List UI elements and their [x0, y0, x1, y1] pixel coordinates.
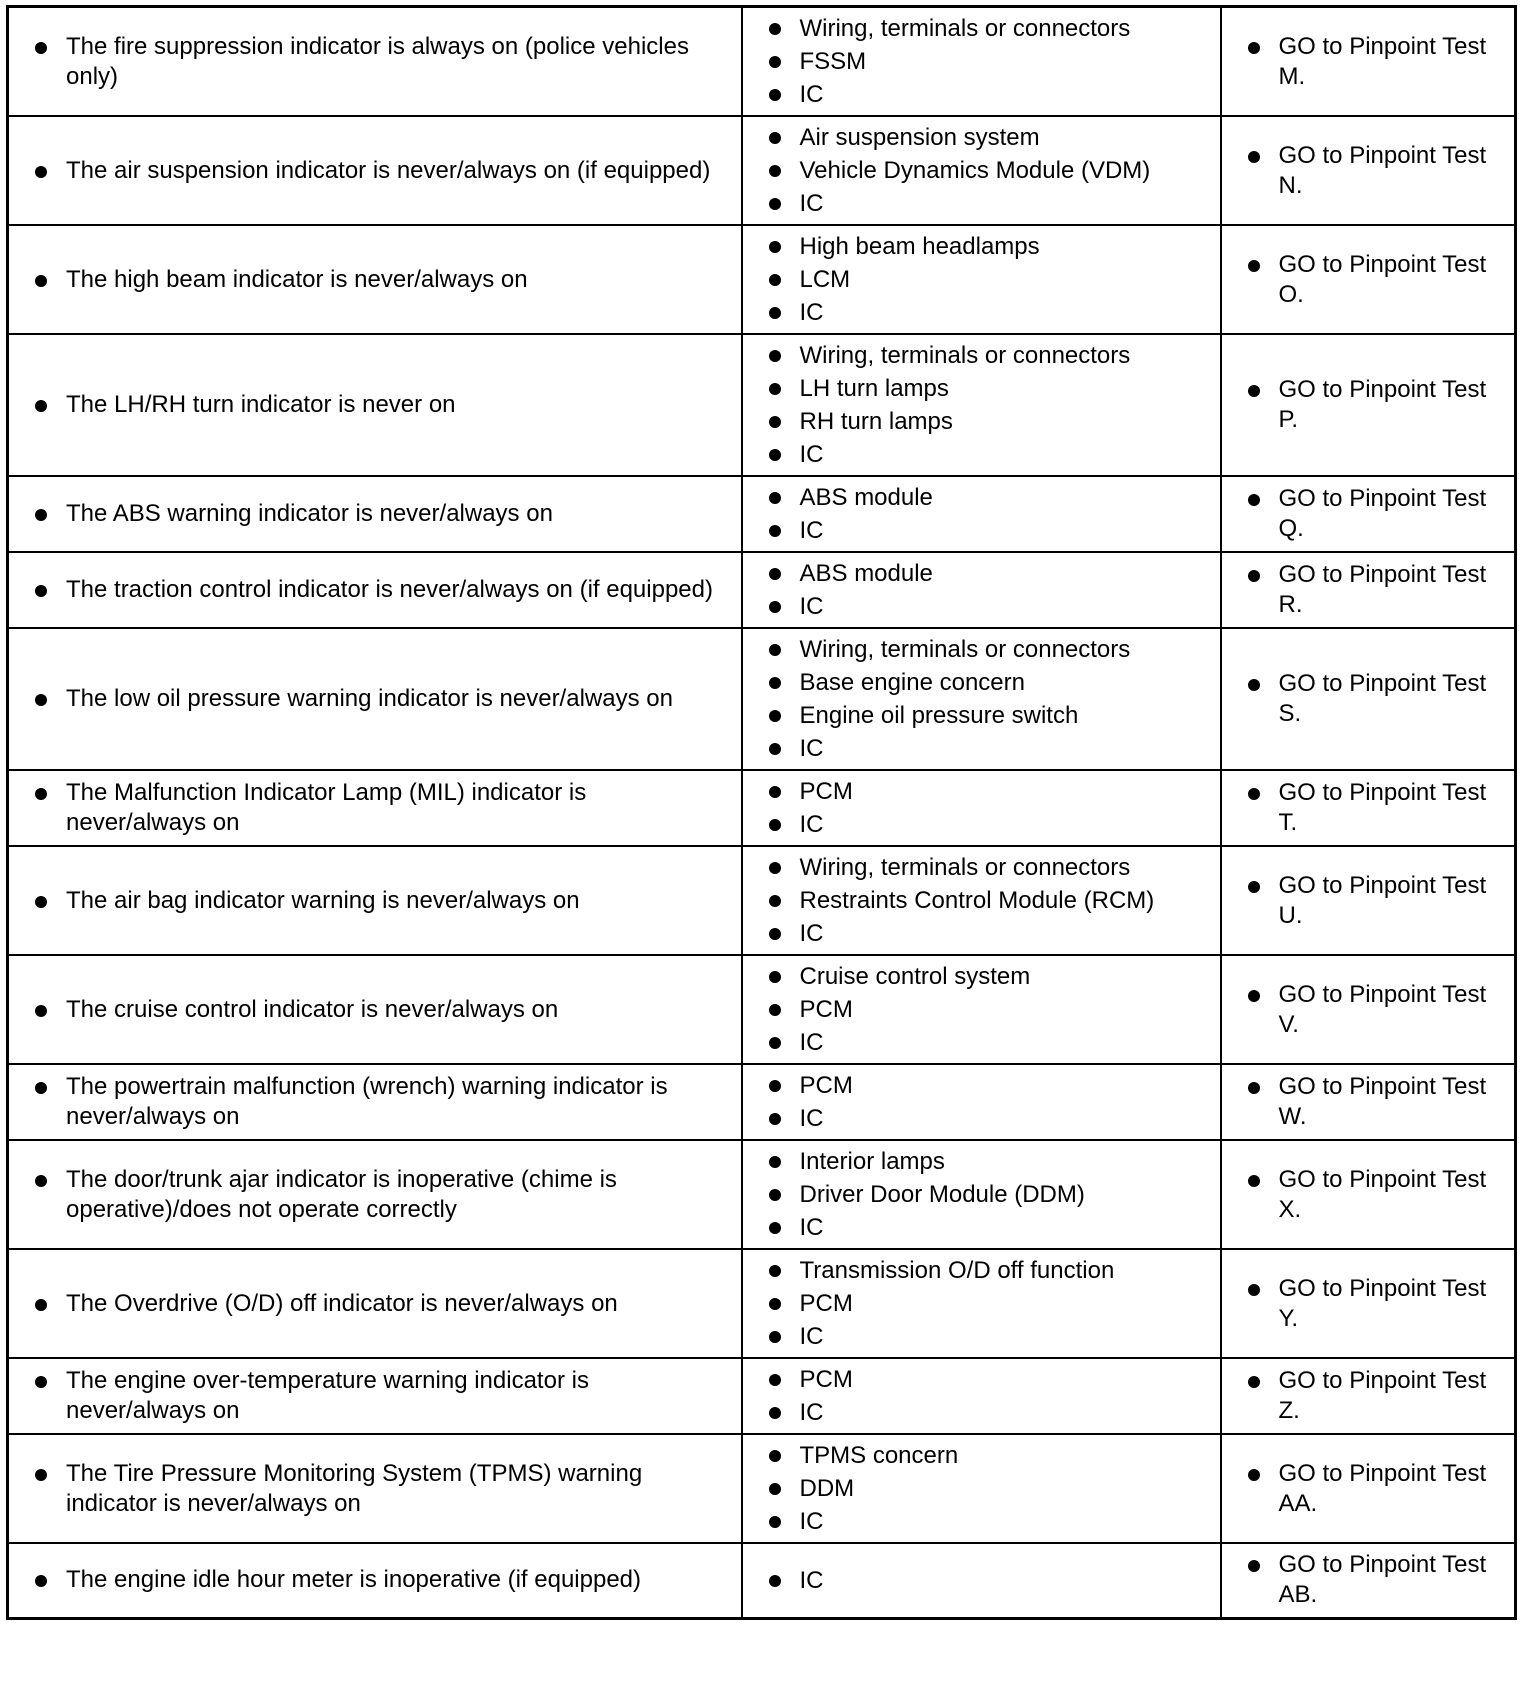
possible-source-list — [743, 1065, 1220, 1139]
table-row — [8, 7, 1516, 117]
symptom-text: The low oil pressure warning indicator is never/always on — [66, 684, 721, 714]
symptom-list — [9, 772, 741, 844]
possible-source-cell — [742, 770, 1221, 846]
possible-source-item: ABS module — [800, 481, 1208, 514]
action-cell — [1221, 1064, 1516, 1140]
possible-source-item: LH turn lamps — [800, 372, 1208, 405]
symptom-list — [9, 1159, 741, 1231]
possible-source-list — [743, 1435, 1220, 1542]
pinpoint-test-action: GO to Pinpoint Test O. — [1279, 250, 1507, 310]
symptom-cell — [8, 770, 742, 846]
possible-source-item: IC — [800, 438, 1208, 471]
possible-source-list — [743, 629, 1220, 769]
possible-source-item: IC — [800, 1211, 1208, 1244]
possible-source-list — [743, 771, 1220, 845]
possible-source-item: Engine oil pressure switch — [800, 699, 1208, 732]
possible-source-item: Cruise control system — [800, 960, 1208, 993]
action-cell — [1221, 1249, 1516, 1358]
possible-source-item: IC — [800, 1320, 1208, 1353]
symptom-text: The ABS warning indicator is never/always on — [66, 499, 721, 529]
possible-source-cell — [742, 1434, 1221, 1543]
possible-source-list — [743, 226, 1220, 333]
possible-source-item: LCM — [800, 263, 1208, 296]
possible-source-list — [743, 477, 1220, 551]
possible-source-cell — [742, 1064, 1221, 1140]
possible-source-list — [743, 553, 1220, 627]
possible-source-item: Driver Door Module (DDM) — [800, 1178, 1208, 1211]
symptom-cell — [8, 846, 742, 955]
action-list — [1222, 369, 1515, 441]
symptom-text: The Malfunction Indicator Lamp (MIL) indicator is never/always on — [66, 778, 721, 838]
pinpoint-test-action: GO to Pinpoint Test M. — [1279, 32, 1507, 92]
action-list — [1222, 1268, 1515, 1340]
possible-source-cell — [742, 846, 1221, 955]
symptom-text: The fire suppression indicator is always on (police vehicles only) — [66, 32, 721, 92]
possible-source-item: Vehicle Dynamics Module (VDM) — [800, 154, 1208, 187]
table-row — [8, 1358, 1516, 1434]
possible-source-item: IC — [800, 808, 1208, 841]
possible-source-list — [743, 117, 1220, 224]
table-row — [8, 846, 1516, 955]
possible-source-cell — [742, 1543, 1221, 1618]
symptom-text: The Tire Pressure Monitoring System (TPMS) warning indicator is never/always on — [66, 1459, 721, 1519]
possible-source-item: Restraints Control Module (RCM) — [800, 884, 1208, 917]
symptom-list — [9, 384, 741, 426]
action-list — [1222, 1360, 1515, 1432]
possible-source-cell — [742, 1140, 1221, 1249]
symptom-cell — [8, 7, 742, 117]
pinpoint-test-action: GO to Pinpoint Test Y. — [1279, 1274, 1507, 1334]
symptom-cell — [8, 1434, 742, 1543]
action-list — [1222, 244, 1515, 316]
possible-source-list — [743, 335, 1220, 475]
possible-source-item: TPMS concern — [800, 1439, 1208, 1472]
action-list — [1222, 663, 1515, 735]
action-cell — [1221, 1358, 1516, 1434]
symptom-list — [9, 1360, 741, 1432]
pinpoint-test-action: GO to Pinpoint Test U. — [1279, 871, 1507, 931]
possible-source-item: IC — [800, 296, 1208, 329]
possible-source-cell — [742, 225, 1221, 334]
symptom-list — [9, 150, 741, 192]
table-row — [8, 552, 1516, 628]
symptom-list — [9, 259, 741, 301]
possible-source-item: IC — [800, 917, 1208, 950]
possible-source-cell — [742, 1249, 1221, 1358]
possible-source-item: IC — [800, 187, 1208, 220]
table-row — [8, 476, 1516, 552]
action-list — [1222, 135, 1515, 207]
possible-source-list — [743, 1359, 1220, 1433]
action-cell — [1221, 1543, 1516, 1618]
possible-source-item: IC — [800, 514, 1208, 547]
possible-source-item: High beam headlamps — [800, 230, 1208, 263]
action-cell — [1221, 334, 1516, 476]
action-cell — [1221, 116, 1516, 225]
action-cell — [1221, 1140, 1516, 1249]
table-row — [8, 770, 1516, 846]
symptom-list — [9, 1066, 741, 1138]
table-row — [8, 1064, 1516, 1140]
symptom-list — [9, 26, 741, 98]
table-row — [8, 1249, 1516, 1358]
pinpoint-test-action: GO to Pinpoint Test P. — [1279, 375, 1507, 435]
possible-source-item: IC — [800, 1102, 1208, 1135]
action-list — [1222, 772, 1515, 844]
symptom-cell — [8, 116, 742, 225]
symptom-list — [9, 1453, 741, 1525]
possible-source-list — [743, 1141, 1220, 1248]
possible-source-item: FSSM — [800, 45, 1208, 78]
possible-source-item: IC — [800, 590, 1208, 623]
symptom-list — [9, 678, 741, 720]
possible-source-item: Transmission O/D off function — [800, 1254, 1208, 1287]
pinpoint-test-action: GO to Pinpoint Test R. — [1279, 560, 1507, 620]
possible-source-item: DDM — [800, 1472, 1208, 1505]
action-cell — [1221, 225, 1516, 334]
pinpoint-test-action: GO to Pinpoint Test Z. — [1279, 1366, 1507, 1426]
possible-source-item: PCM — [800, 775, 1208, 808]
possible-source-item: PCM — [800, 1069, 1208, 1102]
possible-source-item: IC — [800, 1396, 1208, 1429]
pinpoint-test-action: GO to Pinpoint Test X. — [1279, 1165, 1507, 1225]
table-row — [8, 1543, 1516, 1618]
symptom-cell — [8, 225, 742, 334]
symptom-table — [6, 5, 1517, 1620]
symptom-cell — [8, 1249, 742, 1358]
possible-source-list — [743, 8, 1220, 115]
pinpoint-test-action: GO to Pinpoint Test AB. — [1279, 1550, 1507, 1610]
possible-source-item: Wiring, terminals or connectors — [800, 851, 1208, 884]
action-list — [1222, 865, 1515, 937]
symptom-text: The door/trunk ajar indicator is inoperative (chime is operative)/does not operate correctly — [66, 1165, 721, 1225]
symptom-cell — [8, 1543, 742, 1618]
action-list — [1222, 1066, 1515, 1138]
symptom-text: The traction control indicator is never/always on (if equipped) — [66, 575, 721, 605]
table-row — [8, 334, 1516, 476]
symptom-list — [9, 880, 741, 922]
symptom-text: The air bag indicator warning is never/always on — [66, 886, 721, 916]
possible-source-cell — [742, 1358, 1221, 1434]
symptom-chart — [6, 5, 1514, 1620]
symptom-text: The LH/RH turn indicator is never on — [66, 390, 721, 420]
possible-source-item: Wiring, terminals or connectors — [800, 339, 1208, 372]
pinpoint-test-action: GO to Pinpoint Test T. — [1279, 778, 1507, 838]
symptom-text: The Overdrive (O/D) off indicator is never/always on — [66, 1289, 721, 1319]
symptom-cell — [8, 1140, 742, 1249]
action-cell — [1221, 846, 1516, 955]
possible-source-cell — [742, 7, 1221, 117]
symptom-text: The air suspension indicator is never/always on (if equipped) — [66, 156, 721, 186]
possible-source-list — [743, 1250, 1220, 1357]
action-cell — [1221, 7, 1516, 117]
possible-source-item: IC — [800, 1564, 1208, 1597]
symptom-text: The powertrain malfunction (wrench) warning indicator is never/always on — [66, 1072, 721, 1132]
possible-source-cell — [742, 116, 1221, 225]
possible-source-item: IC — [800, 732, 1208, 765]
pinpoint-test-action: GO to Pinpoint Test V. — [1279, 980, 1507, 1040]
possible-source-cell — [742, 552, 1221, 628]
possible-source-item: Wiring, terminals or connectors — [800, 633, 1208, 666]
possible-source-cell — [742, 334, 1221, 476]
action-cell — [1221, 476, 1516, 552]
symptom-cell — [8, 628, 742, 770]
symptom-text: The high beam indicator is never/always on — [66, 265, 721, 295]
possible-source-item: IC — [800, 1505, 1208, 1538]
symptom-cell — [8, 476, 742, 552]
symptom-list — [9, 1559, 741, 1601]
possible-source-item: PCM — [800, 1287, 1208, 1320]
table-row — [8, 225, 1516, 334]
possible-source-item: RH turn lamps — [800, 405, 1208, 438]
possible-source-item: Air suspension system — [800, 121, 1208, 154]
symptom-cell — [8, 1064, 742, 1140]
symptom-text: The engine over-temperature warning indicator is never/always on — [66, 1366, 721, 1426]
symptom-list — [9, 989, 741, 1031]
pinpoint-test-action: GO to Pinpoint Test Q. — [1279, 484, 1507, 544]
possible-source-cell — [742, 628, 1221, 770]
symptom-cell — [8, 552, 742, 628]
symptom-list — [9, 569, 741, 611]
action-cell — [1221, 552, 1516, 628]
action-list — [1222, 554, 1515, 626]
action-cell — [1221, 955, 1516, 1064]
possible-source-list — [743, 956, 1220, 1063]
table-row — [8, 1434, 1516, 1543]
possible-source-item: IC — [800, 78, 1208, 111]
possible-source-item: PCM — [800, 993, 1208, 1026]
possible-source-item: PCM — [800, 1363, 1208, 1396]
action-cell — [1221, 770, 1516, 846]
possible-source-list — [743, 847, 1220, 954]
pinpoint-test-action: GO to Pinpoint Test W. — [1279, 1072, 1507, 1132]
action-list — [1222, 26, 1515, 98]
possible-source-item: IC — [800, 1026, 1208, 1059]
action-cell — [1221, 1434, 1516, 1543]
pinpoint-test-action: GO to Pinpoint Test S. — [1279, 669, 1507, 729]
action-cell — [1221, 628, 1516, 770]
symptom-list — [9, 1283, 741, 1325]
symptom-cell — [8, 955, 742, 1064]
possible-source-item: Wiring, terminals or connectors — [800, 12, 1208, 45]
table-row — [8, 1140, 1516, 1249]
symptom-text: The engine idle hour meter is inoperative (if equipped) — [66, 1565, 721, 1595]
action-list — [1222, 1159, 1515, 1231]
action-list — [1222, 1544, 1515, 1616]
symptom-cell — [8, 1358, 742, 1434]
table-row — [8, 116, 1516, 225]
table-body — [8, 7, 1516, 1619]
possible-source-item: ABS module — [800, 557, 1208, 590]
possible-source-cell — [742, 476, 1221, 552]
pinpoint-test-action: GO to Pinpoint Test AA. — [1279, 1459, 1507, 1519]
symptom-list — [9, 493, 741, 535]
action-list — [1222, 478, 1515, 550]
possible-source-item: Base engine concern — [800, 666, 1208, 699]
table-row — [8, 955, 1516, 1064]
possible-source-cell — [742, 955, 1221, 1064]
pinpoint-test-action: GO to Pinpoint Test N. — [1279, 141, 1507, 201]
symptom-cell — [8, 334, 742, 476]
possible-source-list — [743, 1560, 1220, 1601]
possible-source-item: Interior lamps — [800, 1145, 1208, 1178]
action-list — [1222, 974, 1515, 1046]
table-row — [8, 628, 1516, 770]
action-list — [1222, 1453, 1515, 1525]
symptom-text: The cruise control indicator is never/always on — [66, 995, 721, 1025]
